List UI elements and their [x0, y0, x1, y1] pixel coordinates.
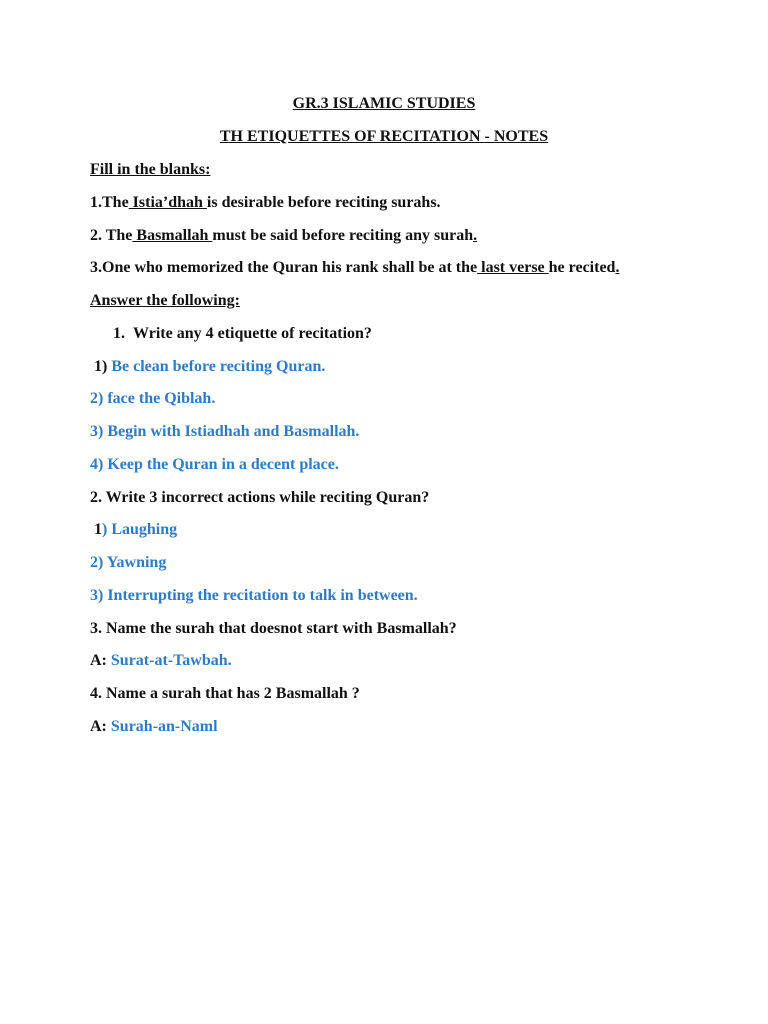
fill-blank-q3-after: he recited: [548, 259, 616, 276]
question-4-answer-label: A:: [90, 718, 107, 735]
question-3: 3. Name the surah that doesnot start with Basmallah?: [90, 620, 457, 637]
question-3-answer-label: A:: [90, 652, 107, 669]
question-1-answer-1: [94, 357, 325, 377]
fill-blanks-heading: Fill in the blanks:: [90, 161, 211, 178]
question-1-answer-1-num: 1): [94, 358, 108, 375]
question-2-answer-1-text: ) Laughing: [102, 521, 178, 538]
fill-blank-q1-answer: Istia’dhah: [128, 194, 207, 211]
question-4-answer: [90, 717, 218, 737]
fill-blank-q2-after: must be said before reciting any surah: [212, 227, 474, 244]
question-2-answer-1: [94, 520, 177, 540]
fill-blank-q1-after: is desirable before reciting surahs.: [206, 194, 441, 211]
fill-blank-q2: [90, 226, 477, 246]
question-4-answer-text: Surah-an-Naml: [106, 718, 218, 735]
fill-blank-q2-before: 2. The: [90, 227, 133, 244]
fill-blank-q1-before: 1.The: [90, 194, 129, 211]
question-1-answer-4: 4) Keep the Quran in a decent place.: [90, 456, 339, 473]
question-3-answer-text: Surat-at-Tawbah.: [106, 652, 232, 669]
question-3-answer: [90, 651, 232, 671]
question-2-answer-3: 3) Interrupting the recitation to talk in between.: [90, 587, 418, 604]
question-2: 2. Write 3 incorrect actions while reciting Quran?: [90, 489, 430, 506]
course-title: GR.3 ISLAMIC STUDIES: [292, 95, 476, 112]
fill-blank-q3-answer: last verse: [477, 259, 549, 276]
fill-blank-q3-before: 3.One who memorized the Quran his rank shall be at the: [90, 259, 478, 276]
question-1: [113, 324, 372, 344]
question-2-answer-2: 2) Yawning: [90, 554, 167, 571]
question-1-number: 1.: [113, 325, 125, 342]
fill-blank-q3-end: .: [615, 259, 620, 276]
question-4: 4. Name a surah that has 2 Basmallah ?: [90, 685, 360, 702]
question-1-answer-1-text: Be clean before reciting Quran.: [107, 358, 326, 375]
question-1-answer-3: 3) Begin with Istiadhah and Basmallah.: [90, 423, 360, 440]
fill-blank-q2-end: .: [473, 227, 478, 244]
notes-title: TH ETIQUETTES OF RECITATION - NOTES: [219, 128, 549, 145]
answer-following-heading: Answer the following:: [90, 292, 240, 309]
question-1-answer-2: 2) face the Qiblah.: [90, 390, 216, 407]
fill-blank-q2-answer: Basmallah: [132, 227, 213, 244]
fill-blank-q1: [90, 193, 441, 213]
question-2-answer-1-num: 1: [94, 521, 102, 538]
question-1-text: Write any 4 etiquette of recitation?: [133, 325, 372, 342]
fill-blank-q3: [90, 258, 619, 278]
